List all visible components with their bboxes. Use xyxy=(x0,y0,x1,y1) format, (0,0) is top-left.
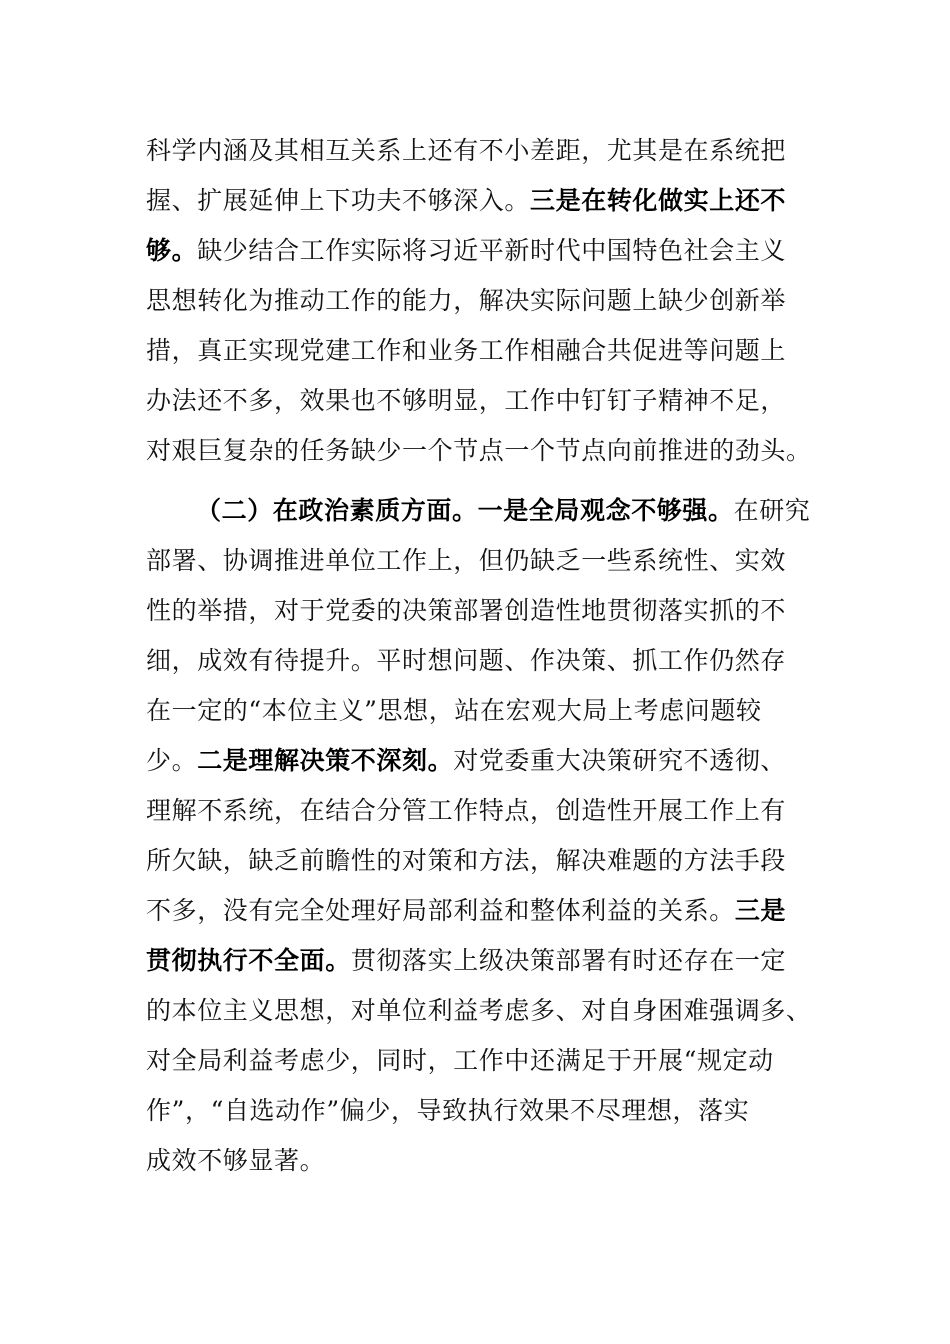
text-line xyxy=(146,686,806,736)
text-line xyxy=(146,886,806,936)
bold-heading-run: 三是 xyxy=(734,896,787,925)
bold-heading-run: 三是在转化做实上还不 xyxy=(530,186,787,215)
text-line xyxy=(146,226,806,276)
text-run: 贯彻落实上级决策部署有时还存在一定 xyxy=(350,946,787,975)
text-run: 办法还不多，效果也不够明显，工作中钉钉子精神不足， xyxy=(146,386,787,415)
text-line xyxy=(196,486,856,536)
text-run: 不多，没有完全处理好局部利益和整体利益的关系。 xyxy=(146,896,735,925)
text-line xyxy=(146,1036,806,1086)
text-run: 少。 xyxy=(146,746,198,775)
bold-heading-run: 二是理解决策不深刻。 xyxy=(197,746,454,775)
bold-heading-run: 贯彻执行不全面。 xyxy=(146,946,351,975)
text-run: 握、扩展延伸上下功夫不够深入。 xyxy=(146,186,531,215)
text-run: 缺少结合工作实际将习近平新时代中国特色社会主义 xyxy=(197,236,787,265)
text-line xyxy=(146,276,806,326)
text-run: 作”，“自选动作”偏少，导致执行效果不尽理想，落实 xyxy=(146,1096,750,1125)
text-run: 措，真正实现党建工作和业务工作相融合共促进等问题上 xyxy=(146,336,787,365)
text-line xyxy=(146,836,806,886)
text-line xyxy=(146,586,806,636)
text-run: 细，成效有待提升。平时想问题、作决策、抓工作仍然存 xyxy=(146,646,787,675)
text-run: 部署、协调推进单位工作上，但仍缺乏一些系统性、实效 xyxy=(146,546,787,575)
bold-heading-run: 够。 xyxy=(146,236,198,265)
text-run: 成效不够显著。 xyxy=(146,1146,326,1175)
text-run: 性的举措，对于党委的决策部署创造性地贯彻落实抓的不 xyxy=(146,596,787,625)
text-line xyxy=(146,1086,806,1136)
text-line xyxy=(146,1136,806,1186)
text-line xyxy=(146,736,806,786)
text-line xyxy=(146,936,806,986)
text-line xyxy=(146,376,806,426)
text-line xyxy=(146,426,812,476)
text-run: 科学内涵及其相互关系上还有不小差距，尤其是在系统把 xyxy=(146,136,787,165)
text-run: 的本位主义思想，对单位利益考虑多、对自身困难强调多、 xyxy=(146,996,812,1025)
text-run: 对全局利益考虑少，同时，工作中还满足于开展“规定动 xyxy=(146,1046,774,1075)
text-line xyxy=(146,326,806,376)
text-line xyxy=(146,986,812,1036)
text-line xyxy=(146,176,806,226)
text-run: 在一定的“本位主义”思想，站在宏观大局上考虑问题较 xyxy=(146,696,762,725)
text-run: 理解不系统，在结合分管工作特点，创造性开展工作上有 xyxy=(146,796,787,825)
text-run: 思想转化为推动工作的能力，解决实际问题上缺少创新举 xyxy=(146,286,787,315)
text-line xyxy=(146,636,806,686)
text-run: 对艰巨复杂的任务缺少一个节点一个节点向前推进的劲头。 xyxy=(146,436,812,465)
section-heading: （二）在政治素质方面。一是全局观念不够强。 xyxy=(196,496,734,525)
text-line xyxy=(146,786,806,836)
text-run: 对党委重大决策研究不透彻、 xyxy=(453,746,787,775)
text-line xyxy=(146,536,806,586)
text-run: 在研究 xyxy=(733,496,811,525)
text-line xyxy=(146,126,806,176)
text-run: 所欠缺，缺乏前瞻性的对策和方法，解决难题的方法手段 xyxy=(146,846,787,875)
